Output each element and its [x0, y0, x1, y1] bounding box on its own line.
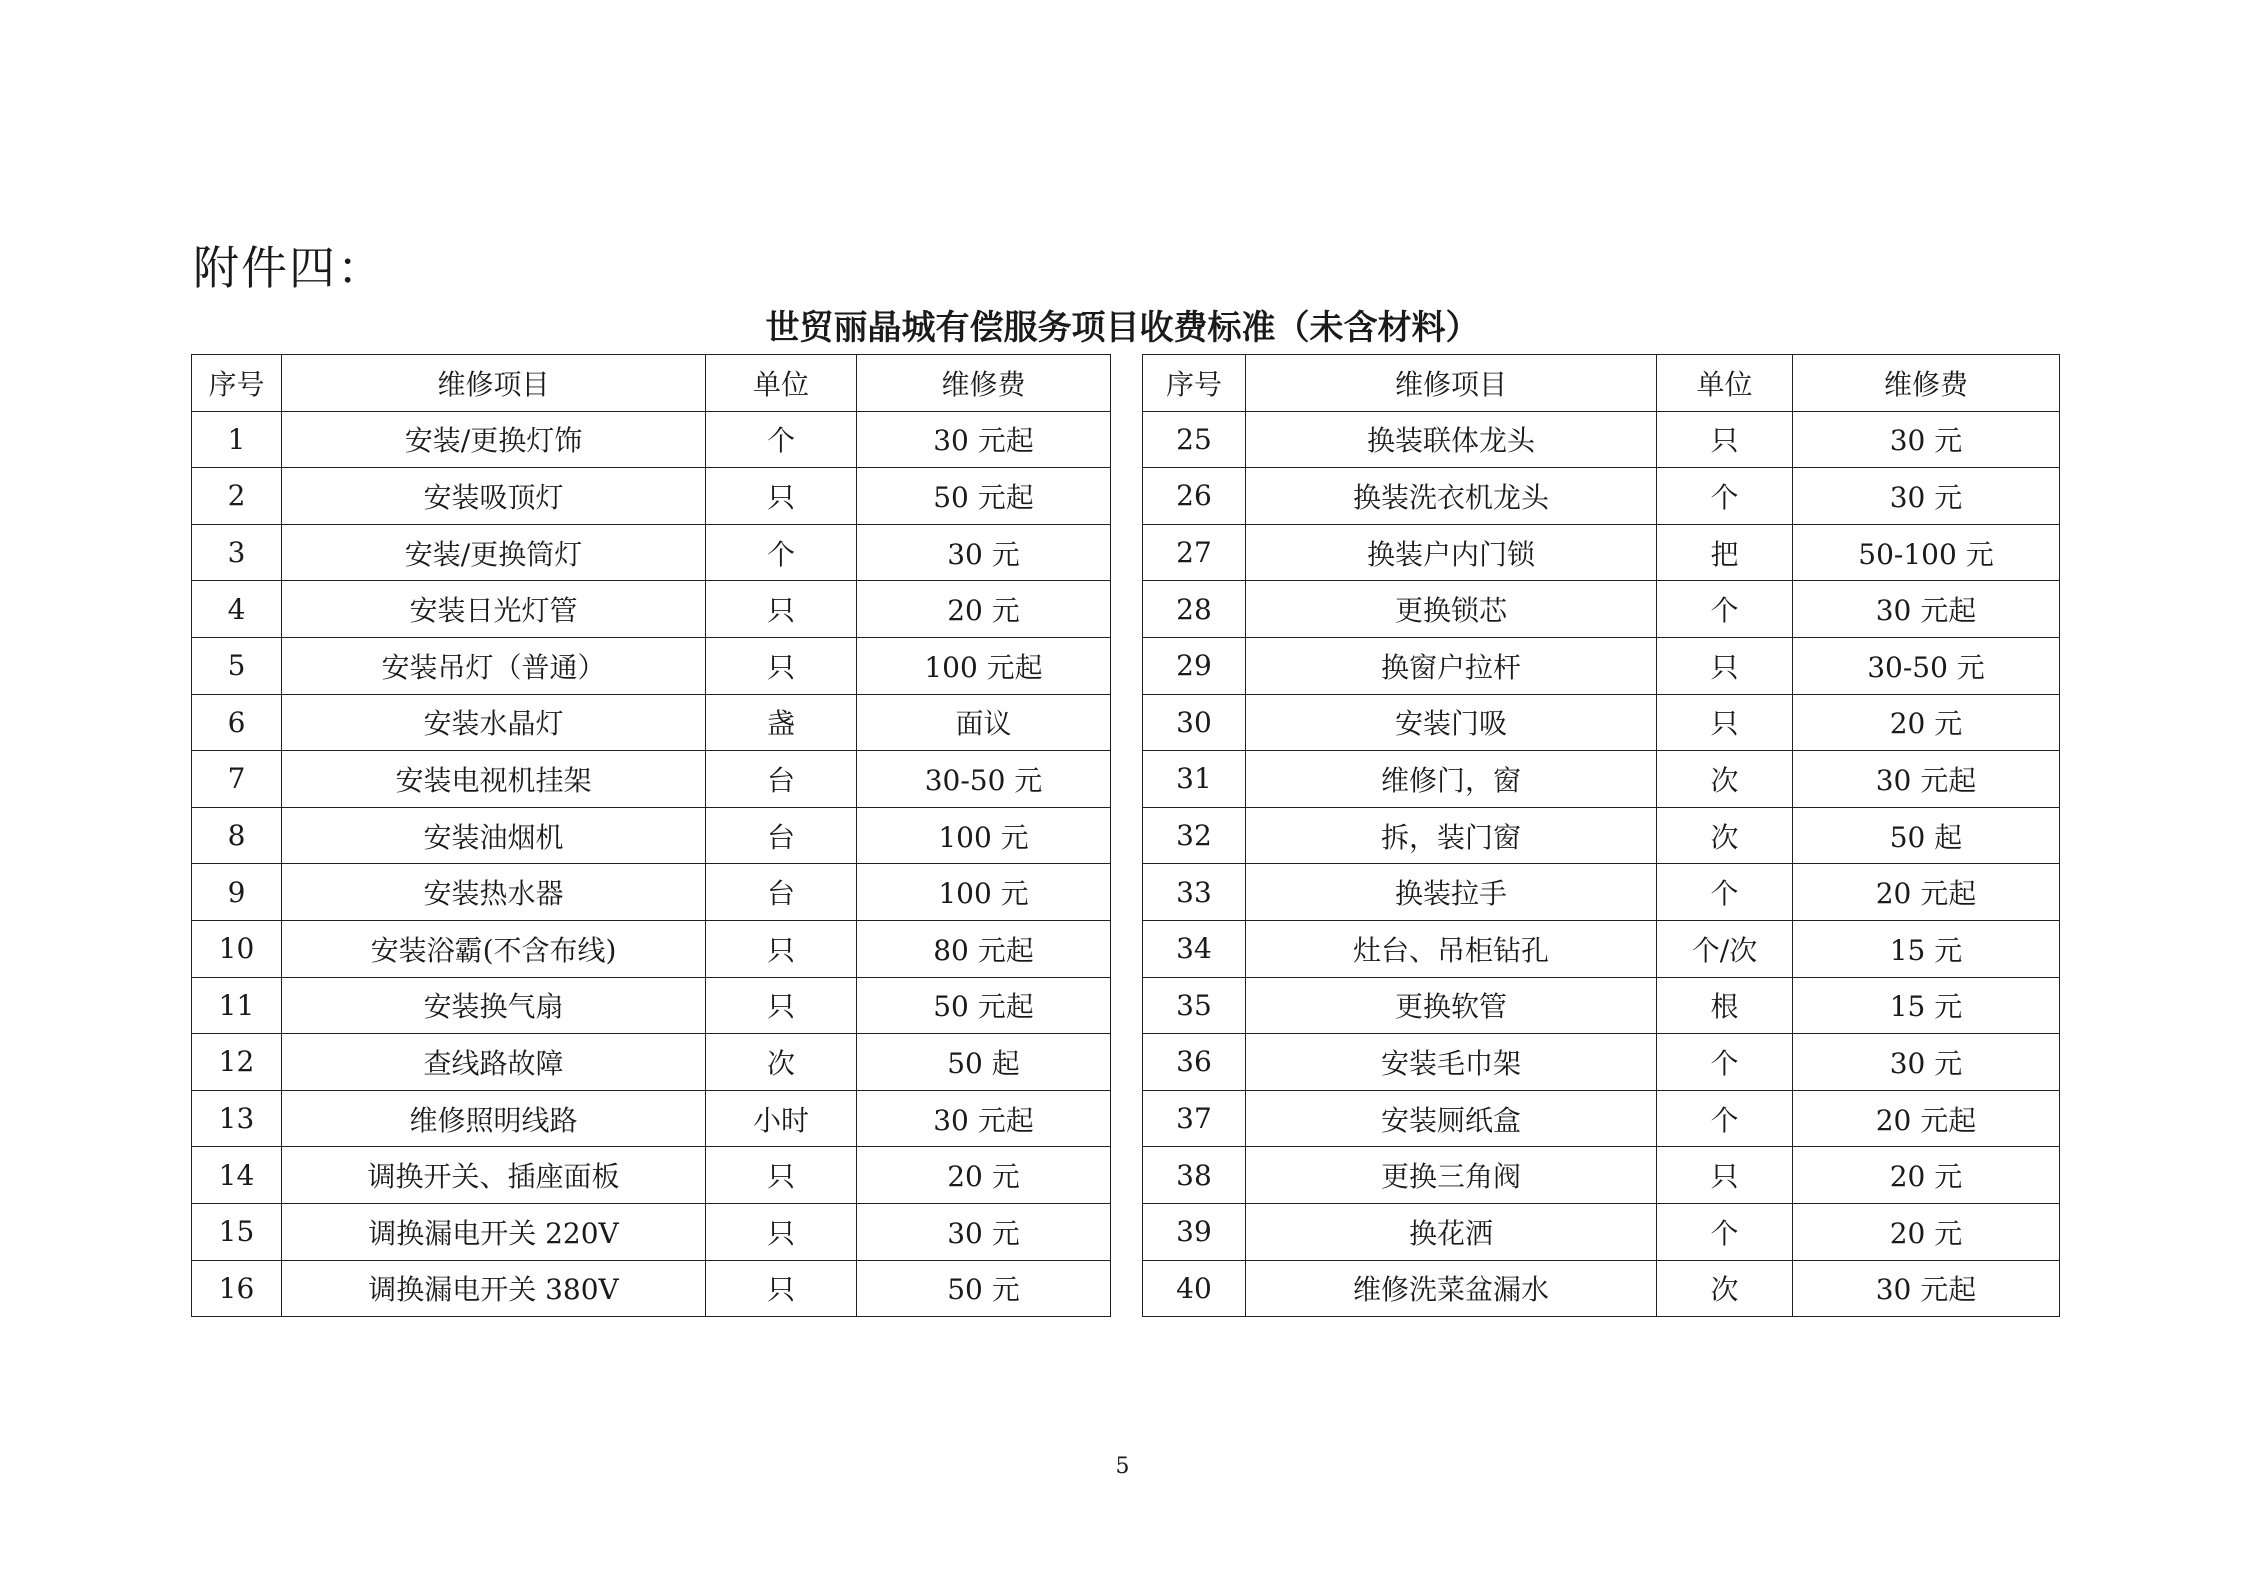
- cell-unit: 个: [1657, 581, 1793, 638]
- cell-seq: 13: [192, 1090, 282, 1147]
- cell-seq: 30: [1143, 694, 1246, 751]
- cell-unit: 台: [706, 807, 857, 864]
- cell-item: 查线路故障: [282, 1034, 706, 1091]
- cell-item: 更换软管: [1246, 977, 1657, 1034]
- cell-seq: 31: [1143, 751, 1246, 808]
- cell-seq: 27: [1143, 524, 1246, 581]
- cell-unit: 盏: [706, 694, 857, 751]
- table-row: [1143, 468, 2060, 525]
- table-row: [192, 524, 1111, 581]
- cell-fee: 20 元: [857, 581, 1111, 638]
- cell-item: 安装日光灯管: [282, 581, 706, 638]
- cell-item: 换装户内门锁: [1246, 524, 1657, 581]
- table-row: [192, 1090, 1111, 1147]
- cell-item: 安装门吸: [1246, 694, 1657, 751]
- cell-item: 安装/更换筒灯: [282, 524, 706, 581]
- cell-fee: 50 元起: [857, 468, 1111, 525]
- cell-unit: 次: [1657, 1260, 1793, 1317]
- cell-seq: 38: [1143, 1147, 1246, 1204]
- header-unit: 单位: [1657, 355, 1793, 412]
- cell-unit: 次: [1657, 751, 1793, 808]
- cell-seq: 40: [1143, 1260, 1246, 1317]
- cell-seq: 9: [192, 864, 282, 921]
- cell-unit: 只: [706, 468, 857, 525]
- table-row: [192, 1260, 1111, 1317]
- cell-unit: 次: [706, 1034, 857, 1091]
- cell-fee: 30-50 元: [1793, 637, 2060, 694]
- fee-table-right: [1142, 354, 2060, 1317]
- table-row: [192, 864, 1111, 921]
- cell-seq: 35: [1143, 977, 1246, 1034]
- cell-item: 调换漏电开关 380V: [282, 1260, 706, 1317]
- cell-unit: 个: [1657, 1090, 1793, 1147]
- cell-fee: 30 元起: [1793, 751, 2060, 808]
- table-row: [1143, 864, 2060, 921]
- table-row: [1143, 751, 2060, 808]
- table-row: [192, 977, 1111, 1034]
- cell-item: 安装电视机挂架: [282, 751, 706, 808]
- cell-item: 安装吸顶灯: [282, 468, 706, 525]
- cell-seq: 8: [192, 807, 282, 864]
- cell-unit: 个: [1657, 1034, 1793, 1091]
- cell-seq: 15: [192, 1203, 282, 1260]
- cell-seq: 3: [192, 524, 282, 581]
- cell-fee: 30 元: [1793, 1034, 2060, 1091]
- cell-item: 安装厕纸盒: [1246, 1090, 1657, 1147]
- cell-fee: 20 元起: [1793, 1090, 2060, 1147]
- table-row: [1143, 977, 2060, 1034]
- table-row: [192, 581, 1111, 638]
- cell-seq: 39: [1143, 1203, 1246, 1260]
- cell-unit: 次: [1657, 807, 1793, 864]
- cell-fee: 100 元: [857, 864, 1111, 921]
- table-row: [192, 807, 1111, 864]
- cell-item: 维修洗菜盆漏水: [1246, 1260, 1657, 1317]
- cell-fee: 30 元起: [1793, 581, 2060, 638]
- table-row: [192, 468, 1111, 525]
- cell-unit: 小时: [706, 1090, 857, 1147]
- cell-unit: 台: [706, 751, 857, 808]
- cell-fee: 20 元: [1793, 1147, 2060, 1204]
- cell-fee: 50 元起: [857, 977, 1111, 1034]
- cell-item: 调换开关、插座面板: [282, 1147, 706, 1204]
- cell-fee: 50 起: [1793, 807, 2060, 864]
- cell-fee: 30 元起: [857, 1090, 1111, 1147]
- cell-seq: 29: [1143, 637, 1246, 694]
- cell-item: 换花洒: [1246, 1203, 1657, 1260]
- header-seq: 序号: [192, 355, 282, 412]
- cell-unit: 个: [1657, 1203, 1793, 1260]
- cell-fee: 20 元起: [1793, 864, 2060, 921]
- cell-fee: 20 元: [1793, 1203, 2060, 1260]
- cell-unit: 只: [706, 637, 857, 694]
- cell-unit: 个: [1657, 468, 1793, 525]
- cell-seq: 10: [192, 920, 282, 977]
- table-row: [192, 920, 1111, 977]
- attachment-heading: 附件四：: [193, 241, 385, 295]
- cell-unit: 只: [1657, 411, 1793, 468]
- table-row: [1143, 807, 2060, 864]
- cell-seq: 1: [192, 411, 282, 468]
- cell-seq: 16: [192, 1260, 282, 1317]
- cell-unit: 只: [1657, 637, 1793, 694]
- cell-unit: 只: [706, 920, 857, 977]
- cell-item: 换装联体龙头: [1246, 411, 1657, 468]
- table-row: [1143, 920, 2060, 977]
- cell-fee: 20 元: [1793, 694, 2060, 751]
- header-fee: 维修费: [1793, 355, 2060, 412]
- table-row: [1143, 581, 2060, 638]
- cell-seq: 36: [1143, 1034, 1246, 1091]
- cell-item: 安装水晶灯: [282, 694, 706, 751]
- cell-seq: 34: [1143, 920, 1246, 977]
- cell-fee: 20 元: [857, 1147, 1111, 1204]
- cell-unit: 只: [1657, 694, 1793, 751]
- page-number: 5: [1115, 1454, 1130, 1479]
- table-row: [192, 1147, 1111, 1204]
- fee-table-left: [191, 354, 1111, 1317]
- cell-unit: 只: [706, 1260, 857, 1317]
- cell-item: 换装洗衣机龙头: [1246, 468, 1657, 525]
- table-row: [1143, 524, 2060, 581]
- cell-seq: 6: [192, 694, 282, 751]
- cell-item: 安装油烟机: [282, 807, 706, 864]
- cell-fee: 50 起: [857, 1034, 1111, 1091]
- cell-item: 拆，装门窗: [1246, 807, 1657, 864]
- table-row: [1143, 1147, 2060, 1204]
- table-row: [1143, 411, 2060, 468]
- table-row: [192, 694, 1111, 751]
- cell-seq: 2: [192, 468, 282, 525]
- table-row: [192, 411, 1111, 468]
- cell-fee: 100 元: [857, 807, 1111, 864]
- table-row: [1143, 1090, 2060, 1147]
- table-row: [192, 637, 1111, 694]
- table-row: [1143, 1034, 2060, 1091]
- cell-unit: 只: [706, 581, 857, 638]
- cell-seq: 4: [192, 581, 282, 638]
- cell-item: 安装热水器: [282, 864, 706, 921]
- cell-seq: 5: [192, 637, 282, 694]
- cell-seq: 37: [1143, 1090, 1246, 1147]
- cell-seq: 12: [192, 1034, 282, 1091]
- cell-fee: 30 元: [857, 524, 1111, 581]
- table-row: [192, 1034, 1111, 1091]
- table-row: [192, 1203, 1111, 1260]
- table-row: [1143, 1203, 2060, 1260]
- cell-item: 安装换气扇: [282, 977, 706, 1034]
- cell-unit: 台: [706, 864, 857, 921]
- cell-seq: 33: [1143, 864, 1246, 921]
- cell-fee: 15 元: [1793, 977, 2060, 1034]
- table-row: [192, 751, 1111, 808]
- table-row: [1143, 694, 2060, 751]
- cell-fee: 50 元: [857, 1260, 1111, 1317]
- cell-fee: 30 元: [1793, 468, 2060, 525]
- document-title: 世贸丽晶城有偿服务项目收费标准（未含材料）: [765, 308, 1480, 348]
- cell-unit: 只: [1657, 1147, 1793, 1204]
- cell-fee: 30-50 元: [857, 751, 1111, 808]
- cell-fee: 30 元起: [1793, 1260, 2060, 1317]
- cell-seq: 28: [1143, 581, 1246, 638]
- cell-fee: 50-100 元: [1793, 524, 2060, 581]
- cell-unit: 把: [1657, 524, 1793, 581]
- cell-unit: 只: [706, 977, 857, 1034]
- cell-seq: 7: [192, 751, 282, 808]
- cell-unit: 只: [706, 1203, 857, 1260]
- cell-item: 调换漏电开关 220V: [282, 1203, 706, 1260]
- cell-item: 换窗户拉杆: [1246, 637, 1657, 694]
- cell-item: 维修门，窗: [1246, 751, 1657, 808]
- cell-unit: 根: [1657, 977, 1793, 1034]
- cell-seq: 25: [1143, 411, 1246, 468]
- fee-table-left-body: [192, 411, 1111, 1317]
- cell-unit: 个: [1657, 864, 1793, 921]
- cell-item: 更换锁芯: [1246, 581, 1657, 638]
- cell-item: 安装/更换灯饰: [282, 411, 706, 468]
- table-row: [1143, 1260, 2060, 1317]
- cell-fee: 30 元起: [857, 411, 1111, 468]
- cell-item: 维修照明线路: [282, 1090, 706, 1147]
- table-row: [1143, 637, 2060, 694]
- cell-fee: 30 元: [857, 1203, 1111, 1260]
- cell-seq: 14: [192, 1147, 282, 1204]
- cell-unit: 只: [706, 1147, 857, 1204]
- header-fee: 维修费: [857, 355, 1111, 412]
- header-seq: 序号: [1143, 355, 1246, 412]
- cell-item: 安装吊灯（普通）: [282, 637, 706, 694]
- table-header-row: [1143, 355, 2060, 412]
- cell-seq: 32: [1143, 807, 1246, 864]
- cell-seq: 26: [1143, 468, 1246, 525]
- cell-fee: 80 元起: [857, 920, 1111, 977]
- cell-item: 换装拉手: [1246, 864, 1657, 921]
- header-item: 维修项目: [1246, 355, 1657, 412]
- cell-seq: 11: [192, 977, 282, 1034]
- cell-fee: 15 元: [1793, 920, 2060, 977]
- table-header-row: [192, 355, 1111, 412]
- cell-item: 灶台、吊柜钻孔: [1246, 920, 1657, 977]
- cell-unit: 个/次: [1657, 920, 1793, 977]
- cell-item: 安装毛巾架: [1246, 1034, 1657, 1091]
- header-unit: 单位: [706, 355, 857, 412]
- cell-fee: 100 元起: [857, 637, 1111, 694]
- cell-item: 安装浴霸(不含布线): [282, 920, 706, 977]
- header-item: 维修项目: [282, 355, 706, 412]
- cell-fee: 面议: [857, 694, 1111, 751]
- cell-fee: 30 元: [1793, 411, 2060, 468]
- fee-table-right-body: [1143, 411, 2060, 1317]
- cell-unit: 个: [706, 411, 857, 468]
- cell-unit: 个: [706, 524, 857, 581]
- cell-item: 更换三角阀: [1246, 1147, 1657, 1204]
